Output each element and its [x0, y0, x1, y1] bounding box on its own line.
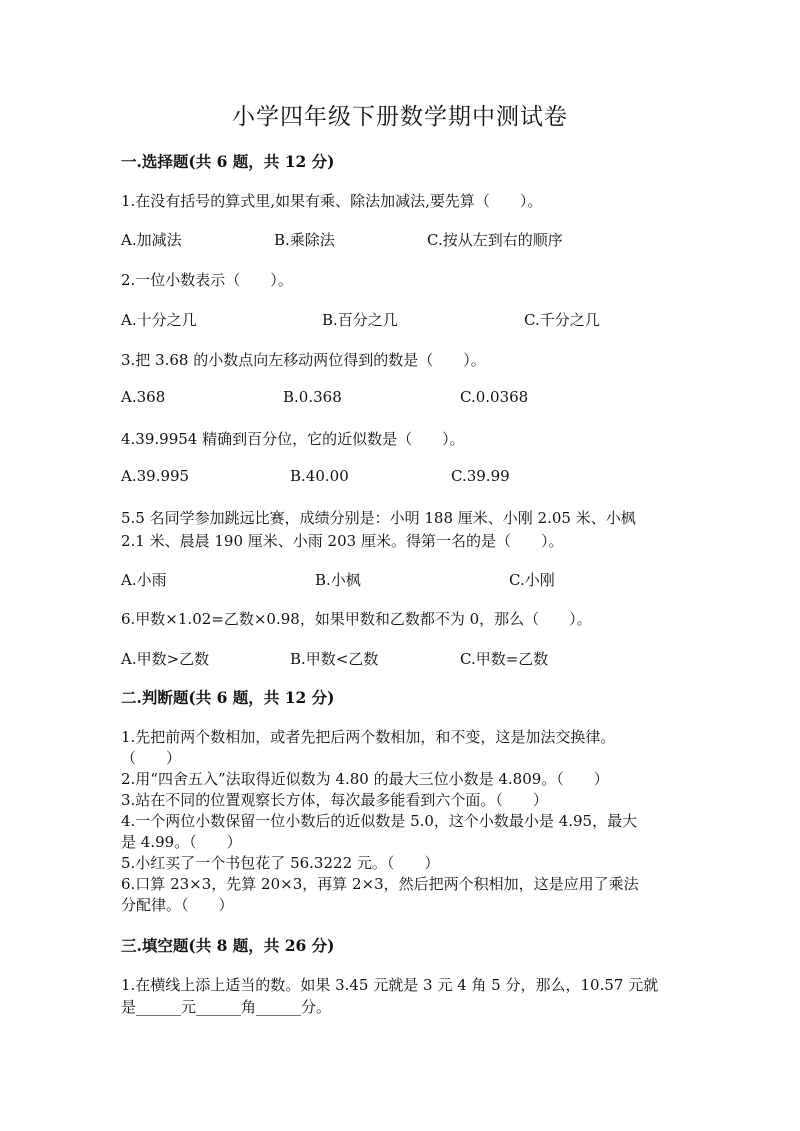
- choice-question-5-line-1: 5.5 名同学参加跳远比赛，成绩分别是：小明 188 厘米、小刚 2.05 米、小枫: [121, 509, 636, 527]
- fill-question-1-line-2: 是______元______角______分。: [121, 998, 332, 1016]
- choice-3-option-a: A.368: [121, 388, 166, 406]
- choice-1-option-c: C.按从左到右的顺序: [427, 231, 563, 249]
- fill-question-1-line-1: 1.在横线上添上适当的数。如果 3.45 元就是 3 元 4 角 5 分，那么，10.57 元就: [121, 976, 659, 994]
- choice-1-option-b: B.乘除法: [274, 231, 335, 249]
- section-heading-judgment: 二.判断题(共 6 题，共 12 分): [121, 688, 335, 707]
- choice-1-option-a: A.加减法: [121, 231, 182, 249]
- judgment-question-4-line-2: 是 4.99。（ ）: [121, 833, 242, 851]
- judgment-question-6-line-2: 分配律。（ ）: [121, 896, 234, 914]
- choice-4-option-b: B.40.00: [290, 467, 349, 485]
- judgment-question-6-line-1: 6.口算 23×3，先算 20×3，再算 2×3，然后把两个积相加，这是应用了乘法: [121, 875, 639, 893]
- choice-4-option-a: A.39.995: [121, 467, 190, 485]
- choice-question-1: 1.在没有括号的算式里,如果有乘、除法加减法,要先算（ ）。: [121, 192, 543, 210]
- judgment-question-2: 2.用“四舍五入”法取得近似数为 4.80 的最大三位小数是 4.809。（ ）: [121, 770, 609, 788]
- choice-question-6: 6.甲数×1.02=乙数×0.98，如果甲数和乙数都不为 0，那么（ ）。: [121, 610, 592, 628]
- choice-question-5-line-2: 2.1 米、晨晨 190 厘米、小雨 203 厘米。得第一名的是（ ）。: [121, 532, 564, 550]
- exam-title: 小学四年级下册数学期中测试卷: [232, 104, 568, 130]
- choice-5-option-b: B.小枫: [315, 571, 361, 589]
- choice-question-2: 2.一位小数表示（ ）。: [121, 271, 293, 289]
- choice-question-3: 3.把 3.68 的小数点向左移动两位得到的数是（ ）。: [121, 351, 486, 369]
- judgment-question-1-line-2: （ ）: [121, 749, 182, 767]
- choice-3-option-c: C.0.0368: [460, 388, 529, 406]
- choice-6-option-b: B.甲数<乙数: [290, 650, 379, 668]
- choice-5-option-a: A.小雨: [121, 571, 167, 589]
- choice-2-option-b: B.百分之几: [322, 311, 398, 329]
- choice-5-option-c: C.小刚: [509, 571, 555, 589]
- choice-6-option-a: A.甲数>乙数: [121, 650, 210, 668]
- choice-4-option-c: C.39.99: [451, 467, 510, 485]
- section-heading-fill-in: 三.填空题(共 8 题，共 26 分): [121, 936, 335, 955]
- choice-3-option-b: B.0.368: [283, 388, 342, 406]
- judgment-question-1-line-1: 1.先把前两个数相加，或者先把后两个数相加，和不变，这是加法交换律。: [121, 728, 616, 746]
- choice-2-option-c: C.千分之几: [524, 311, 600, 329]
- choice-2-option-a: A.十分之几: [121, 311, 197, 329]
- choice-question-4: 4.39.9954 精确到百分位，它的近似数是（ ）。: [121, 430, 465, 448]
- judgment-question-5: 5.小红买了一个书包花了 56.3222 元。（ ）: [121, 854, 440, 872]
- judgment-question-3: 3.站在不同的位置观察长方体，每次最多能看到六个面。（ ）: [121, 791, 548, 809]
- choice-6-option-c: C.甲数=乙数: [460, 650, 549, 668]
- section-heading-choice: 一.选择题(共 6 题，共 12 分): [121, 152, 335, 171]
- judgment-question-4-line-1: 4.一个两位小数保留一位小数后的近似数是 5.0，这个小数最小是 4.95，最大: [121, 812, 638, 830]
